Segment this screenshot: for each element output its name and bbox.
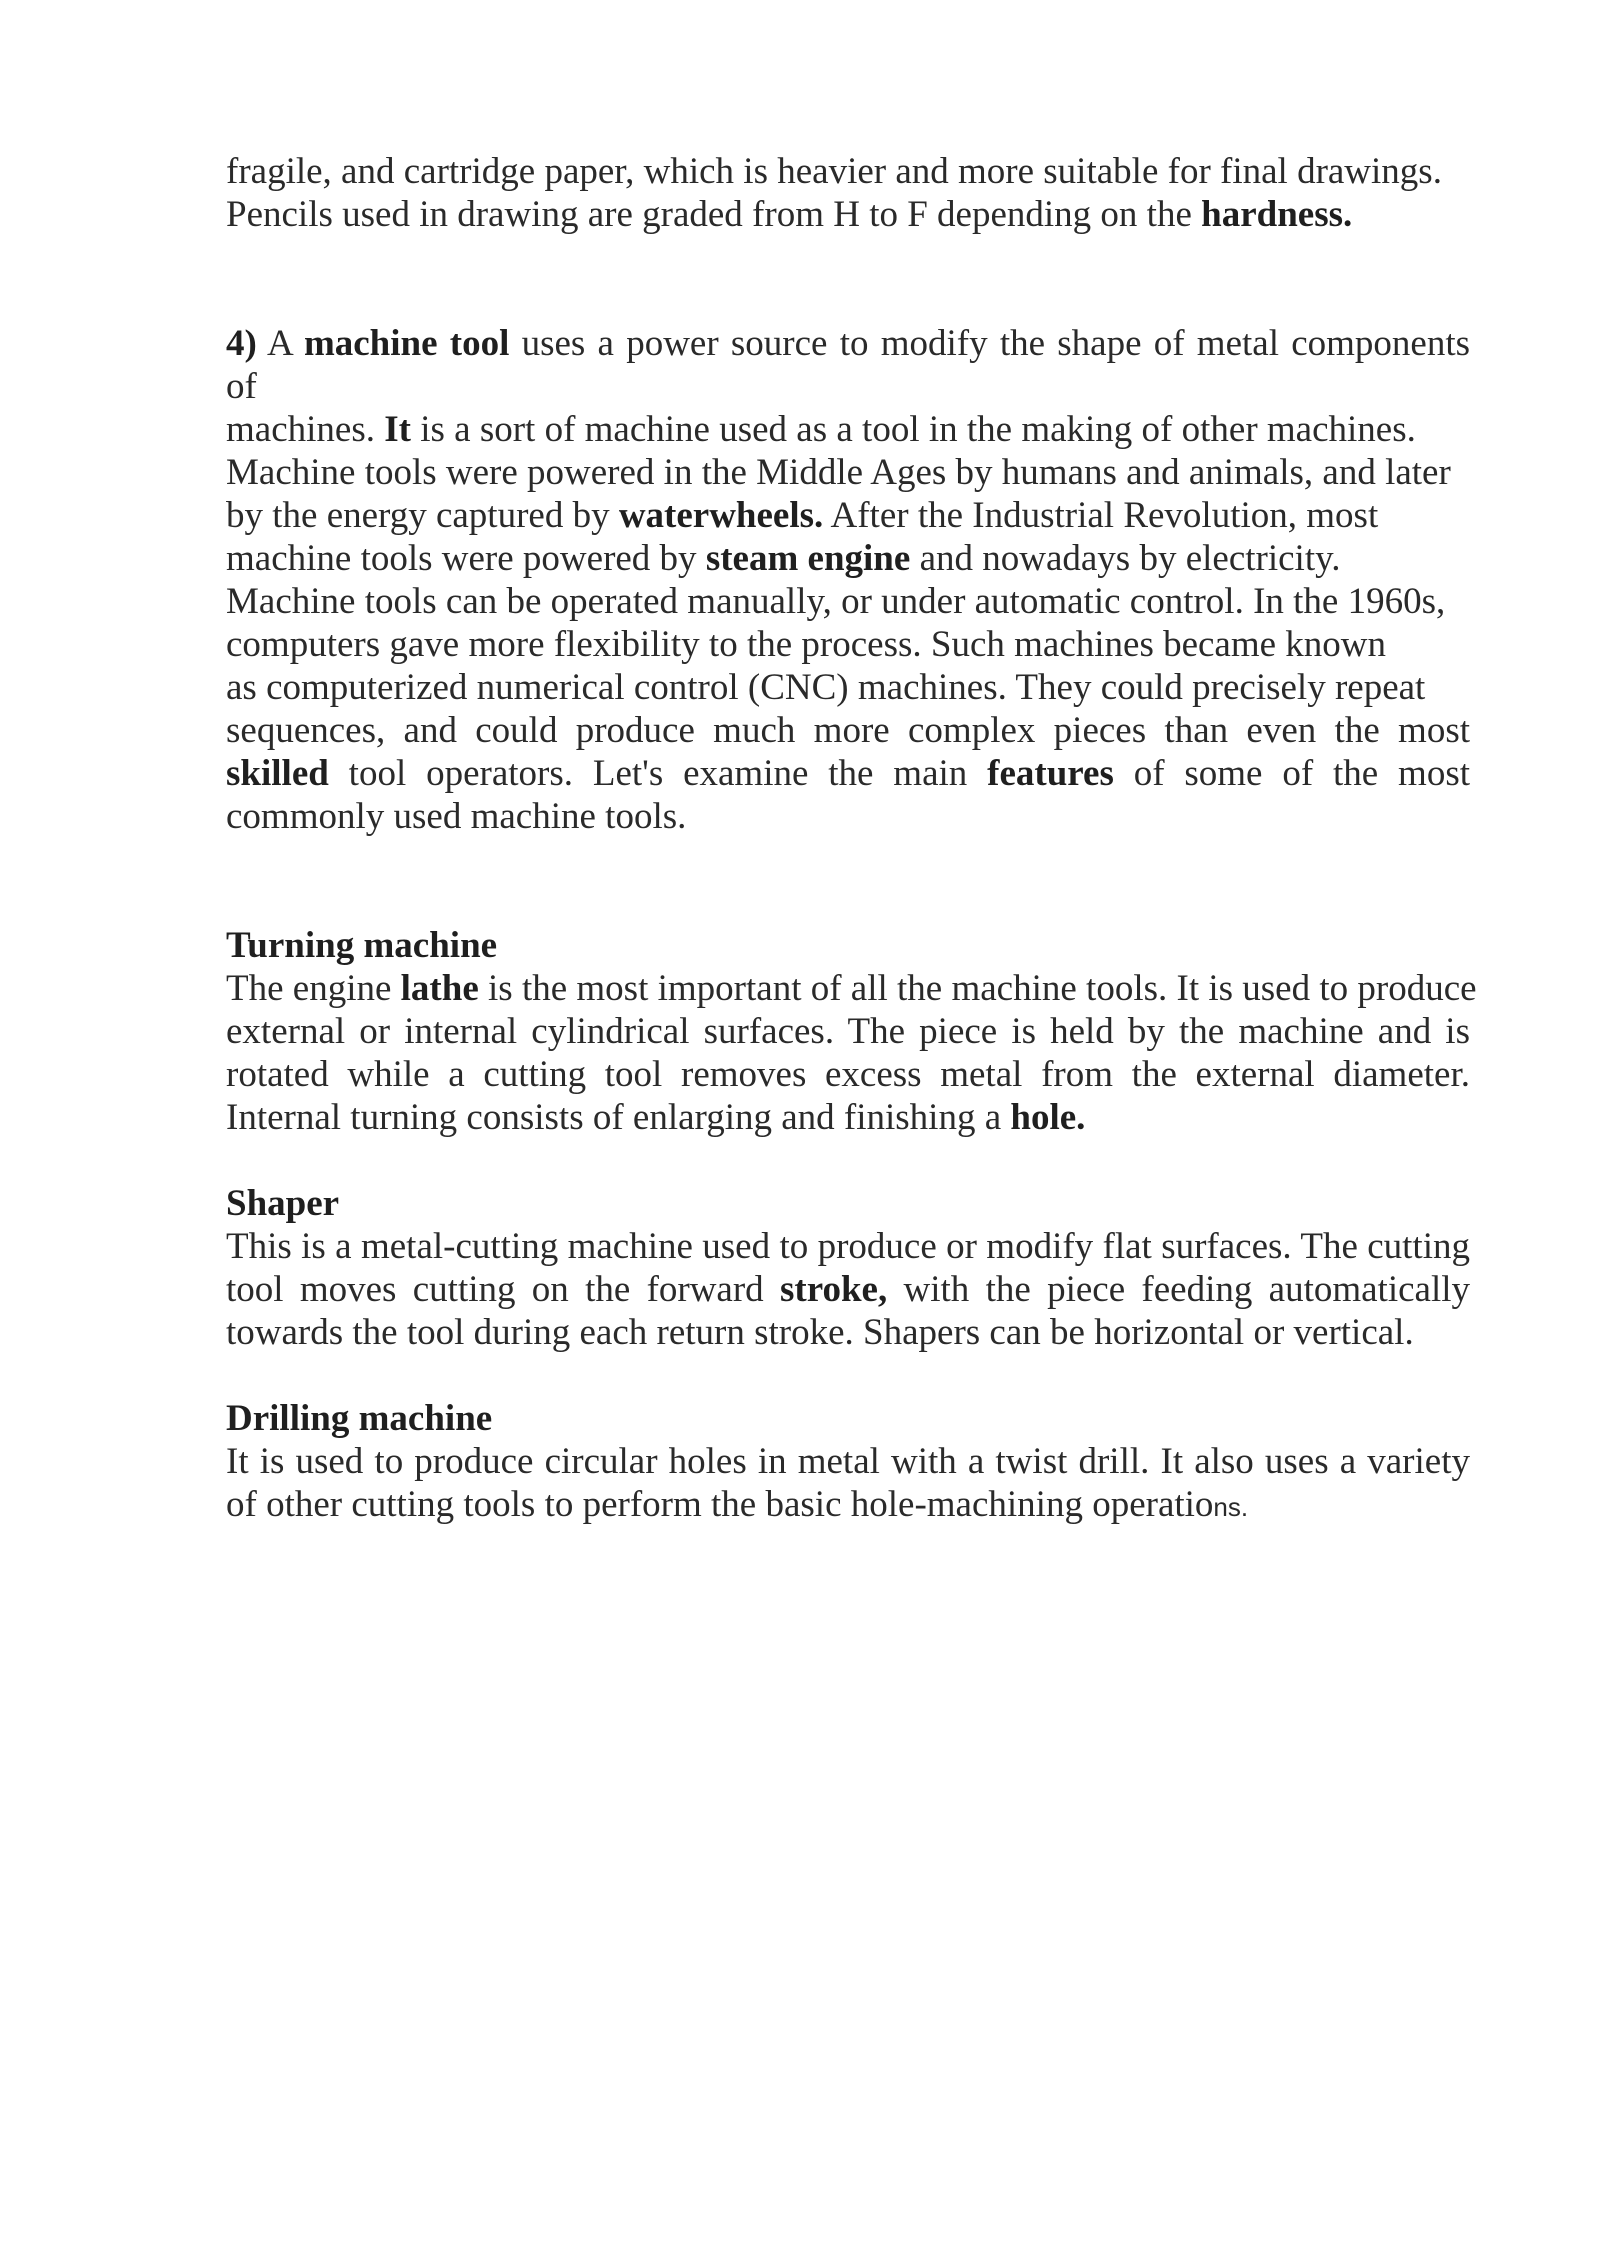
turning-line-4 <box>226 1096 1470 1139</box>
section-4-line-4: Machine tools were powered in the Middle Ages by humans and animals, and later <box>226 452 1451 493</box>
turning-machine-heading: Turning machine <box>226 925 498 966</box>
machine-tool-term: machine tool <box>303 323 510 364</box>
intro-line-1: fragile, and cartridge paper, which is heavier and more suitable for final drawings. <box>226 151 1442 192</box>
text-run: with the piece feeding automatically <box>887 1269 1471 1310</box>
text-run: and nowadays by electricity. <box>910 538 1341 579</box>
text-run: is a sort of machine used as a tool in the making of other machines. <box>410 409 1416 450</box>
hardness-term: hardness. <box>1201 194 1353 235</box>
text-run: of other cutting tools to perform the basic hole-machining operatio <box>226 1484 1214 1525</box>
section-4-line-5 <box>226 494 1470 537</box>
text-run: tool operators. Let's examine the main <box>328 753 988 794</box>
intro-line-2-text: Pencils used in drawing are graded from H to F depending on the <box>226 194 1202 235</box>
text-run: machine tools were powered by <box>226 538 706 579</box>
document-page <box>226 150 1477 1529</box>
stroke-term: stroke, <box>779 1269 888 1310</box>
turning-machine-section <box>226 924 1477 1139</box>
section-4-line-12: commonly used machine tools. <box>226 796 687 837</box>
intro-line-2 <box>226 193 1470 236</box>
features-term: features <box>987 753 1114 794</box>
lathe-term: lathe <box>400 968 479 1009</box>
shaper-line-1: This is a metal-cutting machine used to produce or modify flat surfaces. The cutting <box>226 1226 1470 1267</box>
shaper-line-3: towards the tool during each return stroke. Shapers can be horizontal or vertical. <box>226 1312 1414 1353</box>
drilling-machine-section <box>226 1397 1470 1529</box>
section-4-line-11 <box>226 752 1470 795</box>
spacer <box>226 1139 1470 1182</box>
section-4-line-10: sequences, and could produce much more complex pieces than even the most <box>226 710 1470 751</box>
spacer <box>226 1354 1470 1397</box>
text-run: After the Industrial Revolution, most <box>823 495 1379 536</box>
section-4-line-8: computers gave more flexibility to the process. Such machines became known <box>226 624 1387 665</box>
text-run: The engine <box>226 968 401 1009</box>
text-run: is the most important of all the machine tools. It is used to produce <box>478 968 1477 1009</box>
text-run: uses a power source to modify the shape of metal components <box>509 323 1471 364</box>
waterwheels-term: waterwheels. <box>618 495 824 536</box>
drilling-machine-heading: Drilling machine <box>226 1398 493 1439</box>
shaper-section <box>226 1182 1470 1354</box>
text-run: machines. <box>226 409 385 450</box>
text-run: of some of the most <box>1113 753 1471 794</box>
spacer <box>226 838 1470 924</box>
section-4-line-6 <box>226 537 1470 580</box>
turning-line-1 <box>226 967 1477 1010</box>
section-4-line-2: of <box>226 366 257 407</box>
section-4-line-3 <box>226 408 1470 451</box>
section-4-line-7: Machine tools can be operated manually, or under automatic control. In the 1960s, <box>226 581 1446 622</box>
spacer <box>226 236 1470 322</box>
shaper-heading: Shaper <box>226 1183 340 1224</box>
text-run: Internal turning consists of enlarging and finishing a <box>226 1097 1011 1138</box>
text-run: tool moves cutting on the forward <box>226 1269 780 1310</box>
turning-line-2: external or internal cylindrical surfaces. The piece is held by the machine and is <box>226 1011 1470 1052</box>
intro-paragraph <box>226 150 1470 236</box>
skilled-term: skilled <box>226 753 329 794</box>
it-term: It <box>384 409 411 450</box>
text-run-small: ns. <box>1213 1492 1249 1522</box>
turning-line-3: rotated while a cutting tool removes excess metal from the external diameter. <box>226 1054 1470 1095</box>
drilling-line-1: It is used to produce circular holes in metal with a twist drill. It also uses a variety <box>226 1441 1470 1482</box>
shaper-line-2 <box>226 1268 1470 1311</box>
text-run: A <box>256 323 304 364</box>
section-4-line-9: as computerized numerical control (CNC) machines. They could precisely repeat <box>226 667 1426 708</box>
text-run: by the energy captured by <box>226 495 619 536</box>
drilling-line-2 <box>226 1483 1470 1529</box>
section-number: 4) <box>226 323 257 364</box>
section-4-line-1 <box>226 322 1470 365</box>
hole-term: hole. <box>1010 1097 1086 1138</box>
section-4-paragraph <box>226 322 1470 838</box>
steam-engine-term: steam engine <box>705 538 911 579</box>
